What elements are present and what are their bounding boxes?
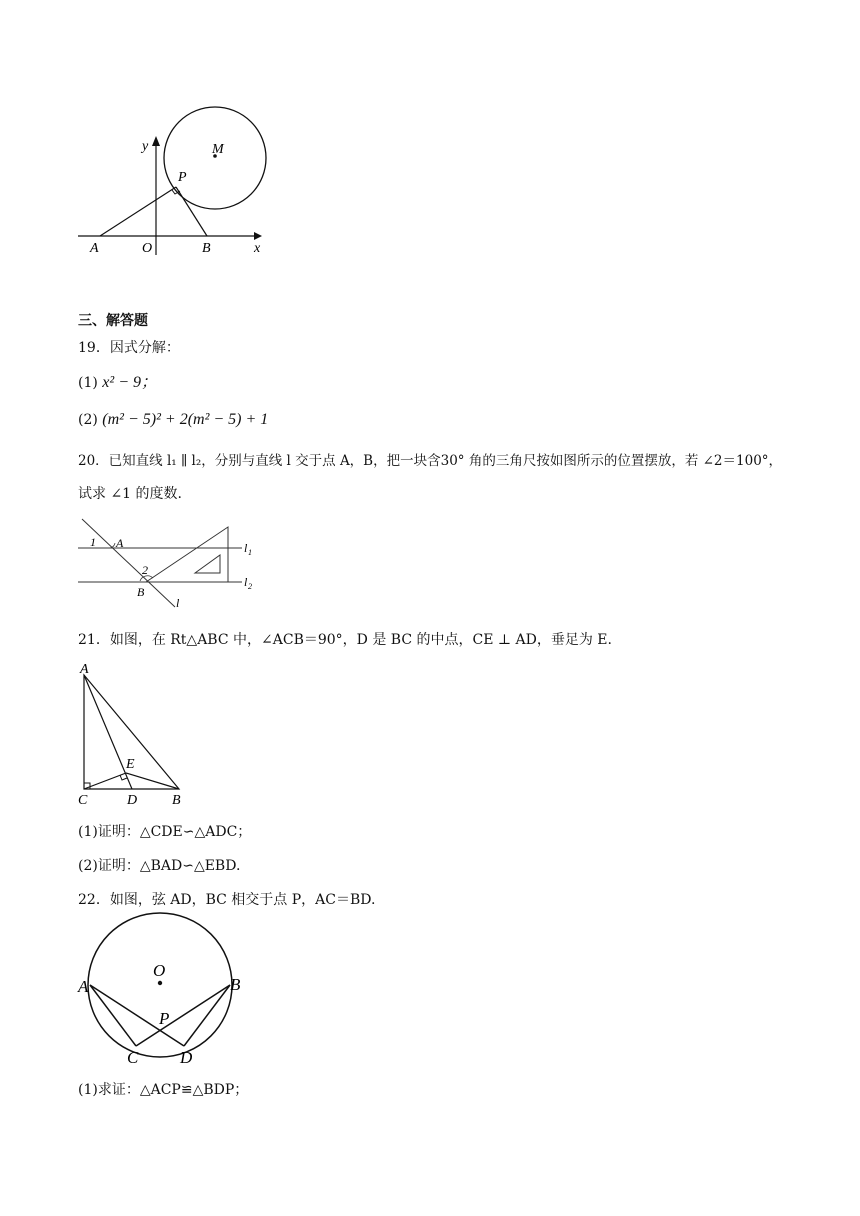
q21-part2: (2)证明：△BAD∽△EBD.	[78, 858, 241, 874]
figure-right-triangle	[70, 660, 200, 810]
label-b: B	[230, 975, 241, 994]
label-c: C	[78, 793, 88, 808]
label-o: O	[142, 241, 153, 256]
label-l2: l	[244, 575, 248, 589]
segment-eb	[126, 773, 179, 789]
circle-m	[164, 107, 266, 209]
q20-stem-line1: 20．已知直线 l₁ ∥ l₂，分别与直线 l 交于点 A，B，把一块含30° 角的三角尺按如图所示的位置摆放，若 ∠2＝100°，	[78, 453, 783, 469]
label-b: B	[137, 585, 145, 599]
chord-ac	[90, 985, 136, 1046]
q22-stem: 22．如图，弦 AD，BC 相交于点 P，AC＝BD.	[78, 892, 376, 908]
figure-parallel-lines-triangle	[70, 515, 270, 615]
q21-part1: (1)证明：△CDE∽△ADC；	[78, 824, 252, 840]
label-a: A	[90, 241, 99, 256]
chord-bc	[136, 985, 230, 1046]
q19-part2-expr: (m² − 5)² + 2(m² − 5) + 1	[102, 411, 269, 428]
y-axis-arrow	[152, 136, 160, 146]
q19-part2-label: (2)	[78, 412, 98, 428]
segment-pb	[176, 187, 207, 236]
label-b: B	[202, 241, 211, 256]
label-p: P	[159, 1009, 170, 1028]
chord-bd	[184, 985, 230, 1046]
set-square-inner	[195, 555, 220, 573]
label-l1: l	[244, 541, 248, 555]
angle-1-arc	[110, 543, 115, 548]
center-point-o	[158, 981, 162, 985]
label-a: A	[78, 977, 89, 996]
set-square-outer	[146, 527, 228, 582]
label-a: A	[80, 662, 89, 677]
section-title: 三、解答题	[78, 313, 148, 329]
label-o: O	[153, 961, 166, 980]
label-angle-1: 1	[90, 535, 96, 549]
label-d: D	[180, 1048, 193, 1067]
label-a: A	[116, 536, 124, 550]
figure-circle-coordinate	[70, 95, 280, 265]
segment-ad	[84, 675, 132, 789]
label-b: B	[172, 793, 181, 808]
line-l	[82, 519, 175, 607]
label-d: D	[127, 793, 138, 808]
segment-ap	[100, 187, 176, 236]
figure-circle-chords	[72, 910, 252, 1070]
label-l: l	[176, 596, 180, 610]
label-angle-2: 2	[142, 563, 148, 577]
x-axis-arrow	[254, 232, 262, 240]
q20-stem-line2: 试求 ∠1 的度数.	[78, 486, 182, 502]
label-p: P	[178, 170, 187, 185]
label-l1-sub: 1	[248, 548, 252, 557]
q19-part1	[78, 373, 157, 393]
q22-part1: (1)求证：△ACP≌△BDP；	[78, 1082, 249, 1098]
label-x: x	[254, 241, 261, 256]
label-e: E	[126, 757, 135, 772]
label-m: M	[212, 142, 224, 157]
chord-ad	[90, 985, 184, 1046]
label-l2-sub: 2	[248, 582, 252, 591]
q19-part1-label: (1)	[78, 375, 98, 391]
q19-part2	[78, 410, 268, 430]
label-y: y	[142, 139, 149, 154]
q21-stem: 21．如图，在 Rt△ABC 中，∠ACB＝90°，D 是 BC 的中点，CE ⊥ AD，垂足为 E.	[78, 632, 612, 648]
label-c: C	[127, 1048, 139, 1067]
q19-part1-expr: x² − 9；	[102, 374, 157, 391]
q19-stem: 19．因式分解：	[78, 340, 180, 356]
